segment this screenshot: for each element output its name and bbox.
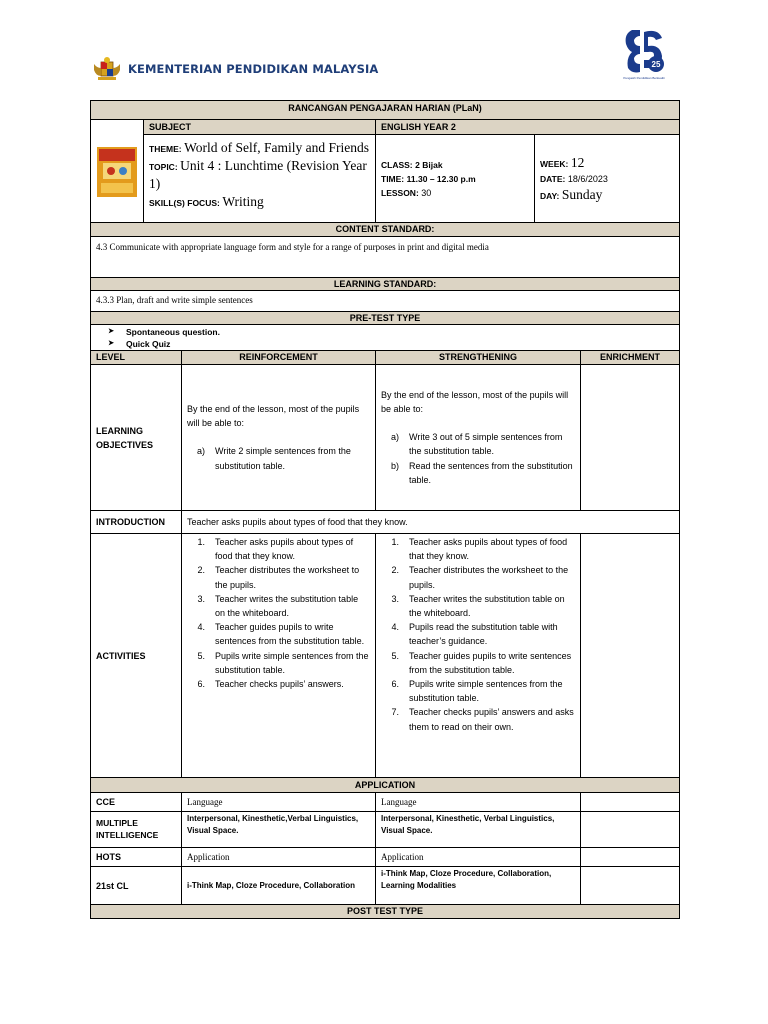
- pretest-list: [91, 325, 680, 351]
- activity-step: 5. Pupils write simple sentences from the substitution table.: [197, 650, 369, 675]
- activity-step: 3. Teacher writes the substitution table on the whiteboard.: [197, 593, 359, 619]
- pretest-label: PRE-TEST TYPE: [91, 312, 680, 325]
- ministry-header: [92, 56, 378, 82]
- time-value: 11.30 – 12.30 p.m: [406, 173, 476, 184]
- class-label: CLASS:: [381, 159, 413, 170]
- arrow-bullet-icon: ➤: [108, 328, 114, 335]
- date-details: [535, 135, 680, 223]
- day-label: DAY:: [540, 190, 560, 201]
- topic-label: TOPIC:: [149, 162, 178, 172]
- logo-number: 25: [651, 60, 661, 69]
- pretest-item: ➤ Spontaneous question.: [96, 326, 674, 338]
- subject-label: SUBJECT: [144, 120, 376, 135]
- subject-value: ENGLISH YEAR 2: [376, 120, 680, 135]
- arrow-bullet-icon: ➤: [108, 340, 114, 347]
- hots-enrichment: [581, 848, 680, 867]
- application-label: APPLICATION: [91, 778, 680, 793]
- textbook-cover-icon: [97, 147, 137, 197]
- enrichment-header: ENRICHMENT: [581, 351, 680, 365]
- mi-enrichment: [581, 812, 680, 848]
- activities-label: ACTIVITIES: [91, 534, 182, 778]
- strengthening-header: STRENGTHENING: [376, 351, 581, 365]
- content-standard-label: CONTENT STANDARD:: [91, 223, 680, 237]
- activity-step: 7. Teacher checks pupils’ answers and asks them to read on their own.: [391, 707, 574, 732]
- cce-strengthening: Language: [376, 793, 581, 812]
- objective-item: a) Write 2 simple sentences from the substitution table.: [196, 446, 351, 471]
- objectives-strengthening: [376, 365, 581, 511]
- cl-strengthening: i-Think Map, Cloze Procedure, Collaboration, Learning Modalities: [376, 867, 581, 905]
- hots-label: HOTS: [91, 848, 182, 867]
- lesson-label: LESSON:: [381, 187, 419, 198]
- activities-enrichment: [581, 534, 680, 778]
- learning-standard-label: LEARNING STANDARD:: [91, 278, 680, 291]
- class-value: 2 Bijak: [415, 159, 443, 170]
- objectives-label: LEARNING OBJECTIVES: [91, 365, 182, 511]
- activity-step: 2. Teacher distributes the worksheet to the pupils.: [391, 565, 569, 590]
- malaysia-crest-icon: [92, 56, 122, 82]
- week-value: 12: [570, 154, 585, 170]
- theme-value: World of Self, Family and Friends: [184, 140, 370, 155]
- skill-value: Writing: [222, 194, 264, 209]
- plan-title: RANCANGAN PENGAJARAN HARIAN (PLaN): [91, 101, 680, 120]
- objective-item: a) Write 3 out of 5 simple sentences from the substitution table.: [390, 432, 563, 457]
- hots-reinforcement: Application: [182, 848, 376, 867]
- activity-step: 4. Pupils read the substitution table with teacher’s guidance.: [391, 622, 558, 647]
- activity-step: 1. Teacher asks pupils about types of food that they know.: [391, 537, 568, 562]
- class-details: [376, 135, 535, 223]
- mi-strengthening: Interpersonal, Kinesthetic, Verbal Linguistics, Visual Space.: [376, 812, 581, 848]
- posttest-label: POST TEST TYPE: [91, 905, 680, 919]
- date-label: DATE:: [540, 173, 566, 184]
- theme-label: THEME:: [149, 144, 182, 154]
- logo-caption: Pengasih Pendidikan Berkualiti: [623, 76, 665, 80]
- school-logo-icon: [618, 24, 670, 82]
- activities-reinforcement: [182, 534, 376, 778]
- activity-step: 6. Teacher checks pupils’ answers.: [197, 679, 344, 690]
- cl-label: 21st CL: [91, 867, 182, 905]
- subject-details: [144, 135, 376, 223]
- learning-standard-value: 4.3.3 Plan, draft and write simple sentences: [91, 291, 680, 312]
- activity-step: 5. Teacher guides pupils to write sentences from the substitution table.: [391, 650, 572, 675]
- week-label: WEEK:: [540, 158, 569, 169]
- reinforcement-header: REINFORCEMENT: [182, 351, 376, 365]
- activities-strengthening: [376, 534, 581, 778]
- level-header: LEVEL: [91, 351, 182, 365]
- skill-label: SKILL(S) FOCUS:: [149, 198, 220, 208]
- objectives-reinforcement-intro: By the end of the lesson, most of the pupils will be able to:: [187, 404, 360, 429]
- topic-value: Unit 4 : Lunchtime (Revision Year 1): [149, 158, 367, 191]
- objectives-enrichment: [581, 365, 680, 511]
- introduction-label: INTRODUCTION: [91, 511, 182, 534]
- lesson-plan-table: [90, 100, 680, 919]
- ministry-name: KEMENTERIAN PENDIDIKAN MALAYSIA: [128, 62, 379, 76]
- mi-reinforcement: Interpersonal, Kinesthetic,Verbal Linguistics, Visual Space.: [182, 812, 376, 848]
- activity-step: 3. Teacher writes the substitution table on the whiteboard.: [391, 593, 565, 619]
- time-label: TIME:: [381, 173, 405, 184]
- content-standard-value: 4.3 Communicate with appropriate language form and style for a range of purposes in print and digital media: [91, 237, 680, 278]
- cce-reinforcement: Language: [182, 793, 376, 812]
- activity-step: 6. Pupils write simple sentences from the substitution table.: [391, 679, 563, 704]
- day-value: Sunday: [561, 186, 603, 202]
- activity-step: 1. Teacher asks pupils about types of food that they know.: [197, 537, 354, 562]
- lesson-value: 30: [421, 187, 432, 198]
- cce-enrichment: [581, 793, 680, 812]
- activity-step: 2. Teacher distributes the worksheet to the pupils.: [197, 565, 360, 590]
- objectives-strengthening-intro: By the end of the lesson, most of the pupils will be able to:: [381, 390, 569, 415]
- pretest-item: ➤ Quick Quiz: [96, 338, 674, 350]
- date-value: 18/6/2023: [567, 173, 608, 184]
- cce-label: CCE: [91, 793, 182, 812]
- mi-label: MULTIPLE INTELLIGENCE: [91, 812, 182, 848]
- textbook-cover-cell: [91, 120, 144, 223]
- cl-reinforcement: i-Think Map, Cloze Procedure, Collaboration: [182, 867, 376, 905]
- objectives-reinforcement: [182, 365, 376, 511]
- objective-item: b) Read the sentences from the substitution table.: [390, 460, 573, 485]
- cl-enrichment: [581, 867, 680, 905]
- activity-step: 4. Teacher guides pupils to write sentences from the substitution table.: [197, 622, 365, 647]
- hots-strengthening: Application: [376, 848, 581, 867]
- introduction-value: Teacher asks pupils about types of food that they know.: [182, 511, 680, 534]
